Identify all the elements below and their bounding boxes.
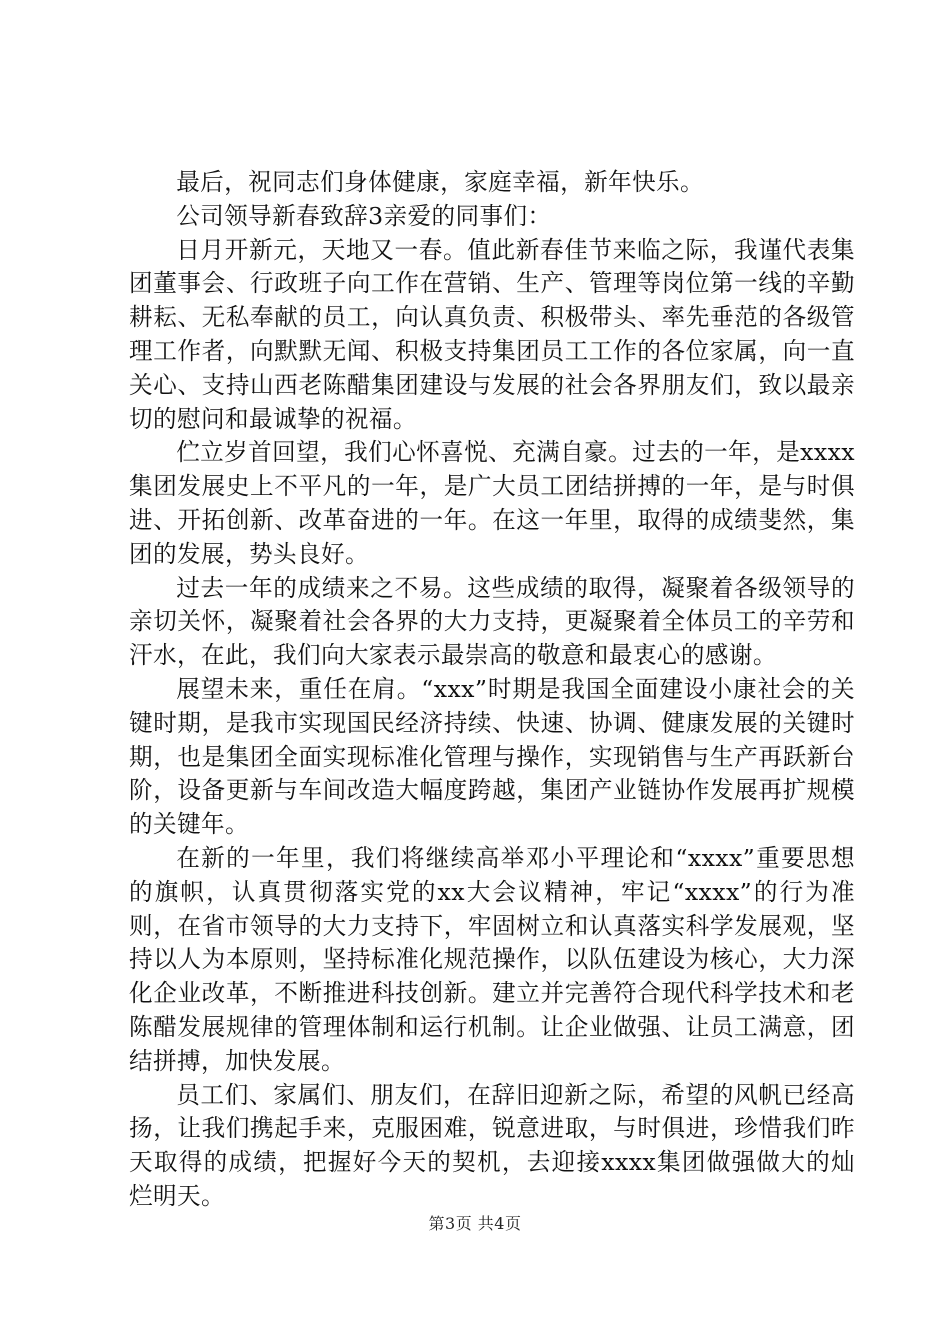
paragraph-final-call: 员工们、家属们、朋友们，在辞旧迎新之际，希望的风帆已经高扬，让我们携起手来，克服困难，锐意进取，与时俱进，珍惜我们昨天取得的成绩，把握好今天的契机，去迎接xxxx集团做强做大的灿烂明天。 (129, 1080, 855, 1210)
document-body (129, 166, 855, 1214)
paragraph-speech-heading: 公司领导新春致辞3亲爱的同事们： (176, 201, 552, 230)
paragraph-review: 伫立岁首回望，我们心怀喜悦、充满自豪。过去的一年，是xxxx集团发展史上不平凡的一年，是广大员工团结拼搏的一年，是与时俱进、开拓创新、改革奋进的一年。在这一年里，取得的成绩斐然，集团的发展，势头良好。 (129, 438, 855, 568)
paragraph-outlook: 展望未来，重任在肩。“xxx”时期是我国全面建设小康社会的关键时期，是我市实现国民经济持续、快速、协调、健康发展的关键时期，也是集团全面实现标准化管理与操作，实现销售与生产再跃新台阶，设备更新与车间改造大幅度跨越，集团产业链协作发展再扩规模的关键年。 (129, 674, 855, 839)
paragraph-closing-wish: 最后，祝同志们身体健康，家庭幸福，新年快乐。 (176, 168, 705, 196)
paragraph-new-year-plan: 在新的一年里，我们将继续高举邓小平理论和“xxxx”重要思想的旗帜，认真贯彻落实党的xx大会议精神，牢记“xxxx”的行为准则，在省市领导的大力支持下，牢固树立和认真落实科学发展观，坚持以人为本原则，坚持标准化规范操作，以队伍建设为核心，大力深化企业改革，不断推进科技创新。建立并完善符合现代科学技术和老陈醋发展规律的管理体制和运行机制。让企业做强、让员工满意，团结拼搏，加快发展。 (129, 843, 855, 1075)
paragraph-greeting: 日月开新元，天地又一春。值此新春佳节来临之际，我谨代表集团董事会、行政班子向工作在营销、生产、管理等岗位第一线的辛勤耕耘、无私奉献的员工，向认真负责、积极带头、率先垂范的各级管理工作者，向默默无闻、积极支持集团员工工作的各位家属，向一直关心、支持山西老陈醋集团建设与发展的社会各界朋友们，致以最亲切的慰问和最诚挚的祝福。 (129, 235, 855, 433)
page-footer: 第3页 共4页 (428, 1214, 522, 1233)
paragraph-achievements: 过去一年的成绩来之不易。这些成绩的取得，凝聚着各级领导的亲切关怀，凝聚着社会各界的大力支持，更凝聚着全体员工的辛劳和汗水，在此，我们向大家表示最崇高的敬意和最衷心的感谢。 (129, 573, 855, 670)
